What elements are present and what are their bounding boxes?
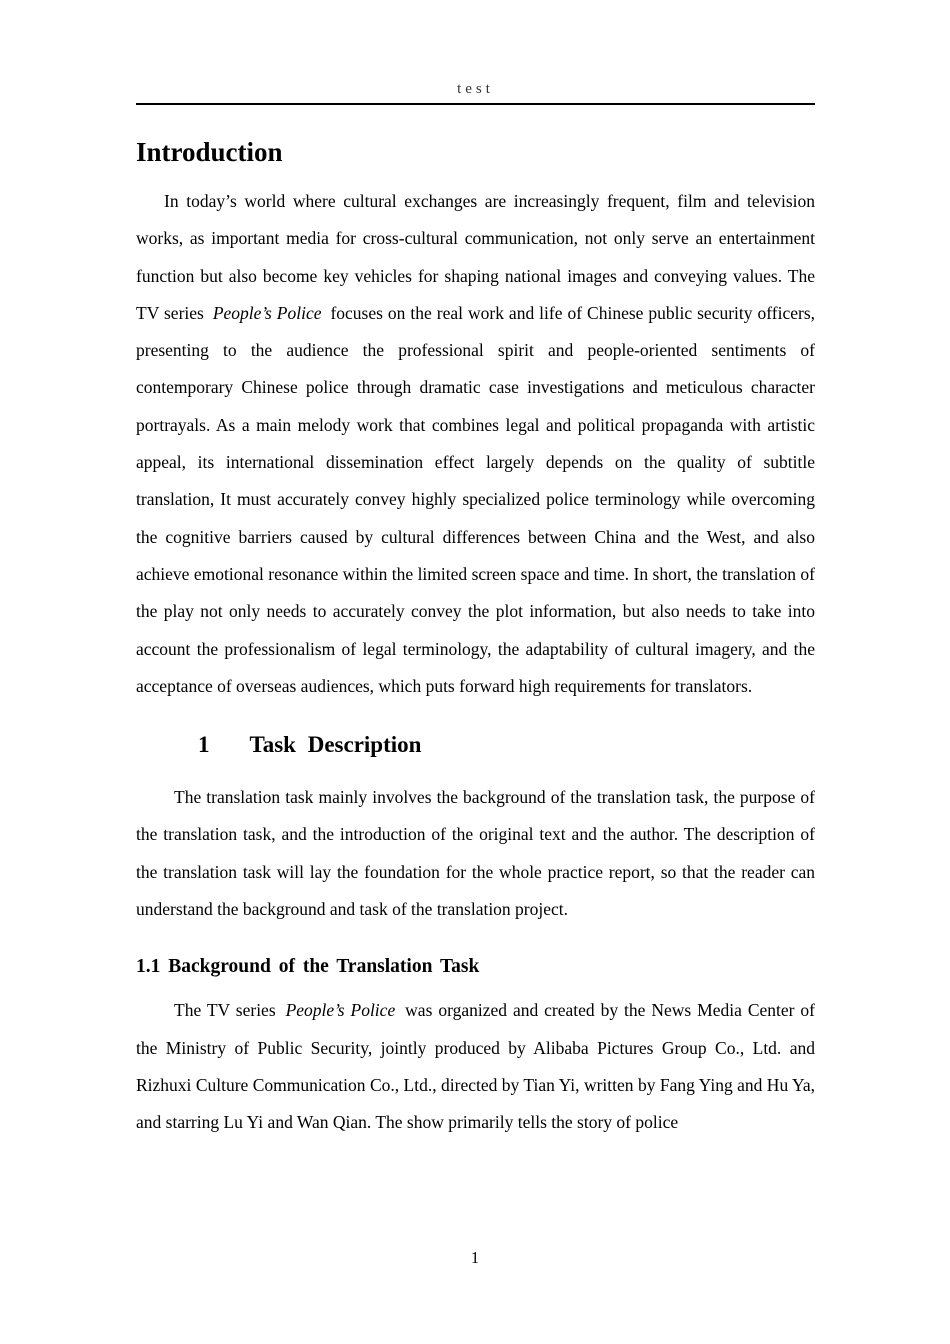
page-number: 1: [470, 1248, 480, 1267]
paragraph-run: In today’s world where cultural exchanges are increasingly frequent, film and television works, as important media for cross-cultural communication, not only serve an entertainment function but also become key vehicles for shaping national images and conveying values. The TV series: [136, 191, 815, 323]
section-title: Task Description: [249, 732, 422, 758]
section-number: 1: [198, 732, 210, 758]
series-title-italic: People’s Police: [212, 302, 322, 323]
background-paragraph: [136, 992, 815, 1141]
background-subheading: 1.1 Background of the Translation Task: [136, 956, 480, 978]
document-content: [0, 135, 950, 1142]
introduction-heading: Introduction: [136, 137, 283, 167]
paragraph-run: was organized and created by the News Media Center of the Ministry of Public Security, jointly produced by Alibaba Pictures Group Co., Ltd. and Rizhuxi Culture Communication Co., Ltd., directed by Tian Yi, written by Fang Ying and Hu Ya, and starring Lu Yi and Wan Qian. The show primarily tells the story of police: [136, 1000, 816, 1133]
header-title: test: [457, 81, 494, 97]
paragraph-run: The TV series: [174, 1000, 282, 1021]
paragraph-run: focuses on the real work and life of Chinese public security officers, presenting to the audience the professional spirit and people-oriented sentiments of contemporary Chinese police through dramatic case investigations and meticulous character portrayals. As a main melody work that combines legal and political propaganda with artistic appeal, its international dissemination effect largely depends on the quality of subtitle translation, It must accurately convey highly specialized police terminology while overcoming the cognitive barriers caused by cultural differences between China and the West, and also achieve emotional resonance within the limited screen space and time. In short, the translation of the play not only needs to accurately convey the plot information, but also needs to take into account the professionalism of legal terminology, the adaptability of cultural imagery, and the acceptance of overseas audiences, which puts forward high requirements for translators.: [136, 302, 816, 696]
introduction-paragraph: [136, 183, 815, 705]
series-title-italic: People’s Police: [285, 1000, 396, 1021]
page-header: [0, 0, 950, 105]
task-description-paragraph: The translation task mainly involves the background of the translation task, the purpose of the translation task, and the introduction of the original text and the author. The description of the translation task will lay the foundation for the whole practice report, so that the reader can understand the background and task of the translation project.: [136, 787, 815, 920]
header-rule: [136, 103, 815, 105]
task-description-heading: [136, 729, 815, 761]
